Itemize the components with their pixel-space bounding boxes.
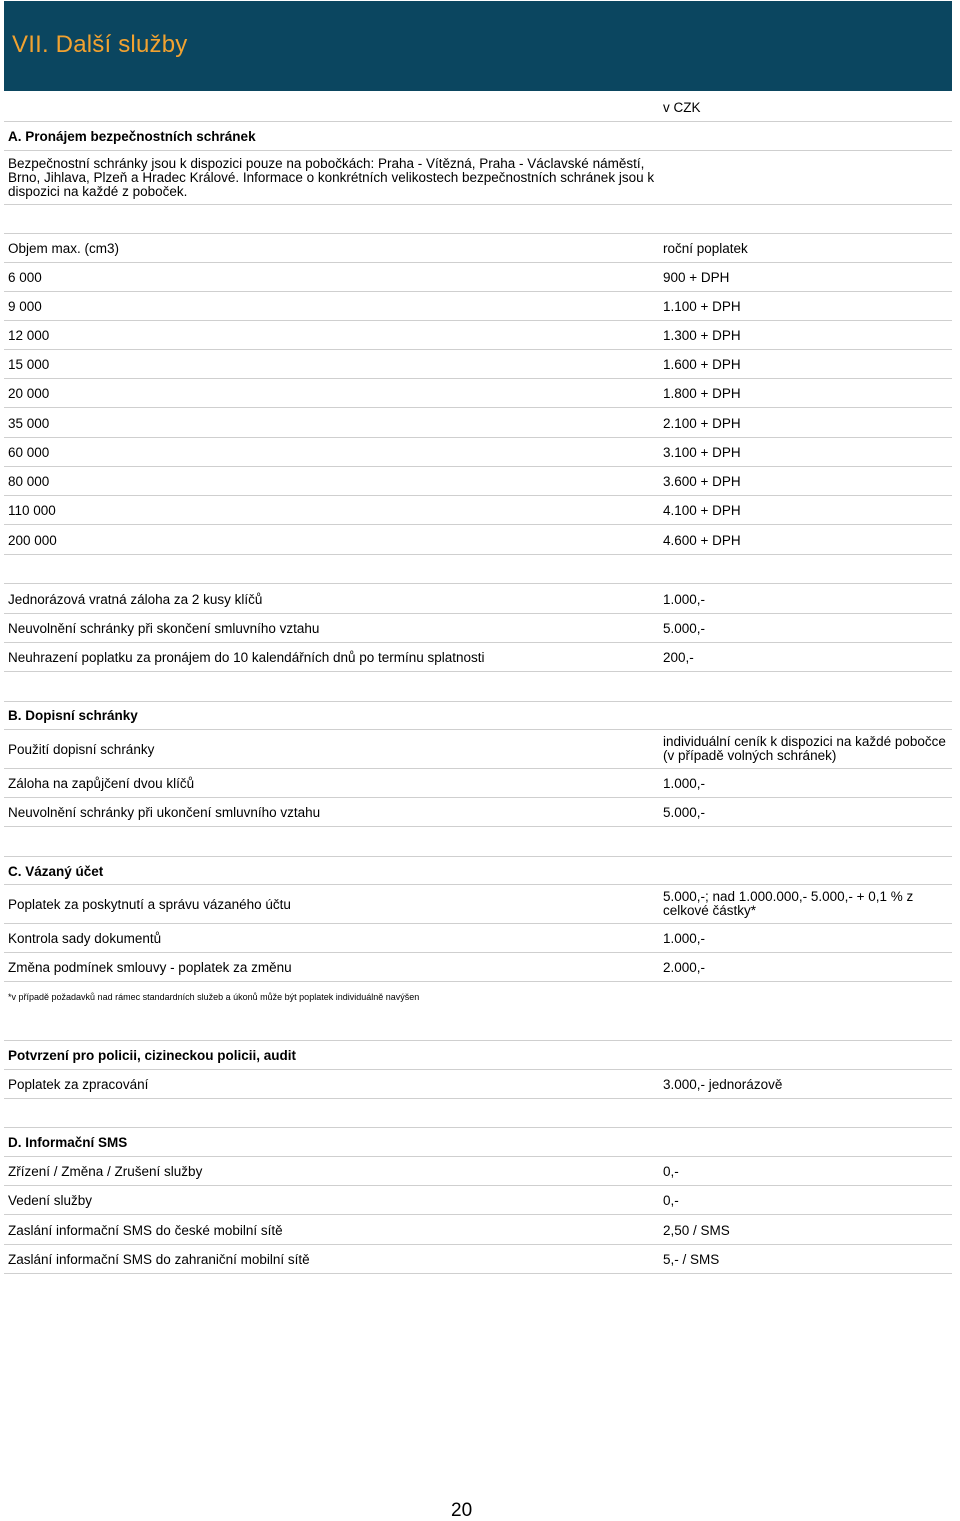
sms-fee-label: Zřízení / Změna / Zrušení služby	[8, 1164, 203, 1179]
divider	[4, 554, 952, 555]
section-c-heading: C. Vázaný účet	[8, 864, 104, 879]
box-fee: 4.600 + DPH	[663, 533, 741, 548]
divider	[4, 524, 952, 525]
divider	[4, 291, 952, 292]
mailbox-fee-value: individuální ceník k dispozici na každé pobočce (v případě volných schránek)	[663, 734, 946, 763]
sms-fee-value: 5,- / SMS	[663, 1252, 720, 1267]
box-volume: 35 000	[8, 416, 50, 431]
box-volume: 6 000	[8, 270, 42, 285]
escrow-fee-label: Kontrola sady dokumentů	[8, 931, 162, 946]
box-fee: 1.300 + DPH	[663, 328, 741, 343]
divider	[4, 826, 952, 827]
mailbox-fee-value: 1.000,-	[663, 776, 706, 791]
box-volume: 12 000	[8, 328, 50, 343]
divider	[4, 952, 952, 953]
box-fee: 3.600 + DPH	[663, 474, 741, 489]
section-d-heading: D. Informační SMS	[8, 1135, 128, 1150]
escrow-fee-label: Poplatek za poskytnutí a správu vázaného účtu	[8, 897, 291, 912]
divider	[4, 981, 952, 982]
divider	[4, 233, 952, 234]
processing-fee-label: Poplatek za zpracování	[8, 1077, 149, 1092]
mailbox-fee-label: Použití dopisní schránky	[8, 742, 155, 757]
divider	[4, 797, 952, 798]
extra-fee-value: 200,-	[663, 650, 694, 665]
currency-note: v CZK	[663, 100, 701, 115]
divider	[4, 884, 952, 885]
box-volume: 80 000	[8, 474, 50, 489]
mailbox-fee-value: 5.000,-	[663, 805, 706, 820]
sms-fee-value: 0,-	[663, 1164, 679, 1179]
extra-fee-label: Jednorázová vratná záloha za 2 kusy klíčů	[8, 592, 263, 607]
divider	[4, 437, 952, 438]
escrow-fee-label: Změna podmínek smlouvy - poplatek za změnu	[8, 960, 292, 975]
divider	[4, 378, 952, 379]
divider	[4, 671, 952, 672]
police-section-heading: Potvrzení pro policii, cizineckou policii, audit	[8, 1048, 297, 1063]
extra-fee-label: Neuvolnění schránky při skončení smluvního vztahu	[8, 621, 320, 636]
box-volume: 200 000	[8, 533, 57, 548]
processing-fee-value: 3.000,- jednorázově	[663, 1077, 783, 1092]
divider	[4, 583, 952, 584]
divider	[4, 1156, 952, 1157]
divider	[4, 1098, 952, 1099]
column-header-fee: roční poplatek	[663, 241, 748, 256]
column-header-volume: Objem max. (cm3)	[8, 241, 120, 256]
box-volume: 60 000	[8, 445, 50, 460]
divider	[4, 701, 952, 702]
box-fee: 900 + DPH	[663, 270, 730, 285]
box-volume: 9 000	[8, 299, 42, 314]
section-b-heading: B. Dopisní schránky	[8, 708, 138, 723]
sms-fee-label: Vedení služby	[8, 1193, 93, 1208]
divider	[4, 150, 952, 151]
divider	[4, 1127, 952, 1128]
sms-fee-label: Zaslání informační SMS do zahraniční mobilní sítě	[8, 1252, 310, 1267]
box-fee: 1.600 + DPH	[663, 357, 741, 372]
divider	[4, 856, 952, 857]
page-title: VII. Další služby	[12, 31, 188, 58]
box-volume: 15 000	[8, 357, 50, 372]
divider	[4, 320, 952, 321]
divider	[4, 121, 952, 122]
escrow-fee-value: 1.000,-	[663, 931, 706, 946]
divider	[4, 204, 952, 205]
divider	[4, 1244, 952, 1245]
divider	[4, 349, 952, 350]
divider	[4, 768, 952, 769]
page-number: 20	[451, 1500, 473, 1521]
mailbox-fee-label: Neuvolnění schránky při ukončení smluvního vztahu	[8, 805, 321, 820]
section-a-intro: Bezpečnostní schránky jsou k dispozici pouze na pobočkách: Praha - Vítězná, Praha - Václavské náměstí, Brno, Jihlava, Plzeň a Hradec Králové. Informace o konkrétních velikostech bezpečnostních schránek jsou k dispozici na každé z poboček.	[8, 156, 655, 199]
box-fee: 1.800 + DPH	[663, 386, 741, 401]
box-fee: 3.100 + DPH	[663, 445, 741, 460]
section-a-heading: A. Pronájem bezpečnostních schránek	[8, 129, 256, 144]
escrow-fee-value: 5.000,-; nad 1.000.000,- 5.000,- + 0,1 % z celkové částky*	[663, 889, 914, 918]
escrow-fee-value: 2.000,-	[663, 960, 706, 975]
mailbox-fee-label: Záloha na zapůjčení dvou klíčů	[8, 776, 195, 791]
box-volume: 20 000	[8, 386, 50, 401]
box-volume: 110 000	[8, 503, 56, 518]
extra-fee-value: 1.000,-	[663, 592, 706, 607]
divider	[4, 495, 952, 496]
divider	[4, 642, 952, 643]
divider	[4, 262, 952, 263]
divider	[4, 466, 952, 467]
extra-fee-label: Neuhrazení poplatku za pronájem do 10 kalendářních dnů po termínu splatnosti	[8, 650, 485, 665]
sms-fee-value: 0,-	[663, 1193, 679, 1208]
divider	[4, 1214, 952, 1215]
divider	[4, 923, 952, 924]
divider	[4, 1069, 952, 1070]
divider	[4, 407, 952, 408]
box-fee: 1.100 + DPH	[663, 299, 741, 314]
box-fee: 2.100 + DPH	[663, 416, 741, 431]
divider	[4, 1273, 952, 1274]
sms-fee-value: 2,50 / SMS	[663, 1223, 730, 1238]
box-fee: 4.100 + DPH	[663, 503, 741, 518]
footnote: *v případě požadavků nad rámec standardních služeb a úkonů může být poplatek individuálně navýšen	[8, 992, 420, 1002]
sms-fee-label: Zaslání informační SMS do české mobilní sítě	[8, 1223, 283, 1238]
section-header-banner	[4, 1, 952, 91]
extra-fee-value: 5.000,-	[663, 621, 706, 636]
divider	[4, 729, 952, 730]
divider	[4, 1040, 952, 1041]
divider	[4, 1185, 952, 1186]
divider	[4, 613, 952, 614]
